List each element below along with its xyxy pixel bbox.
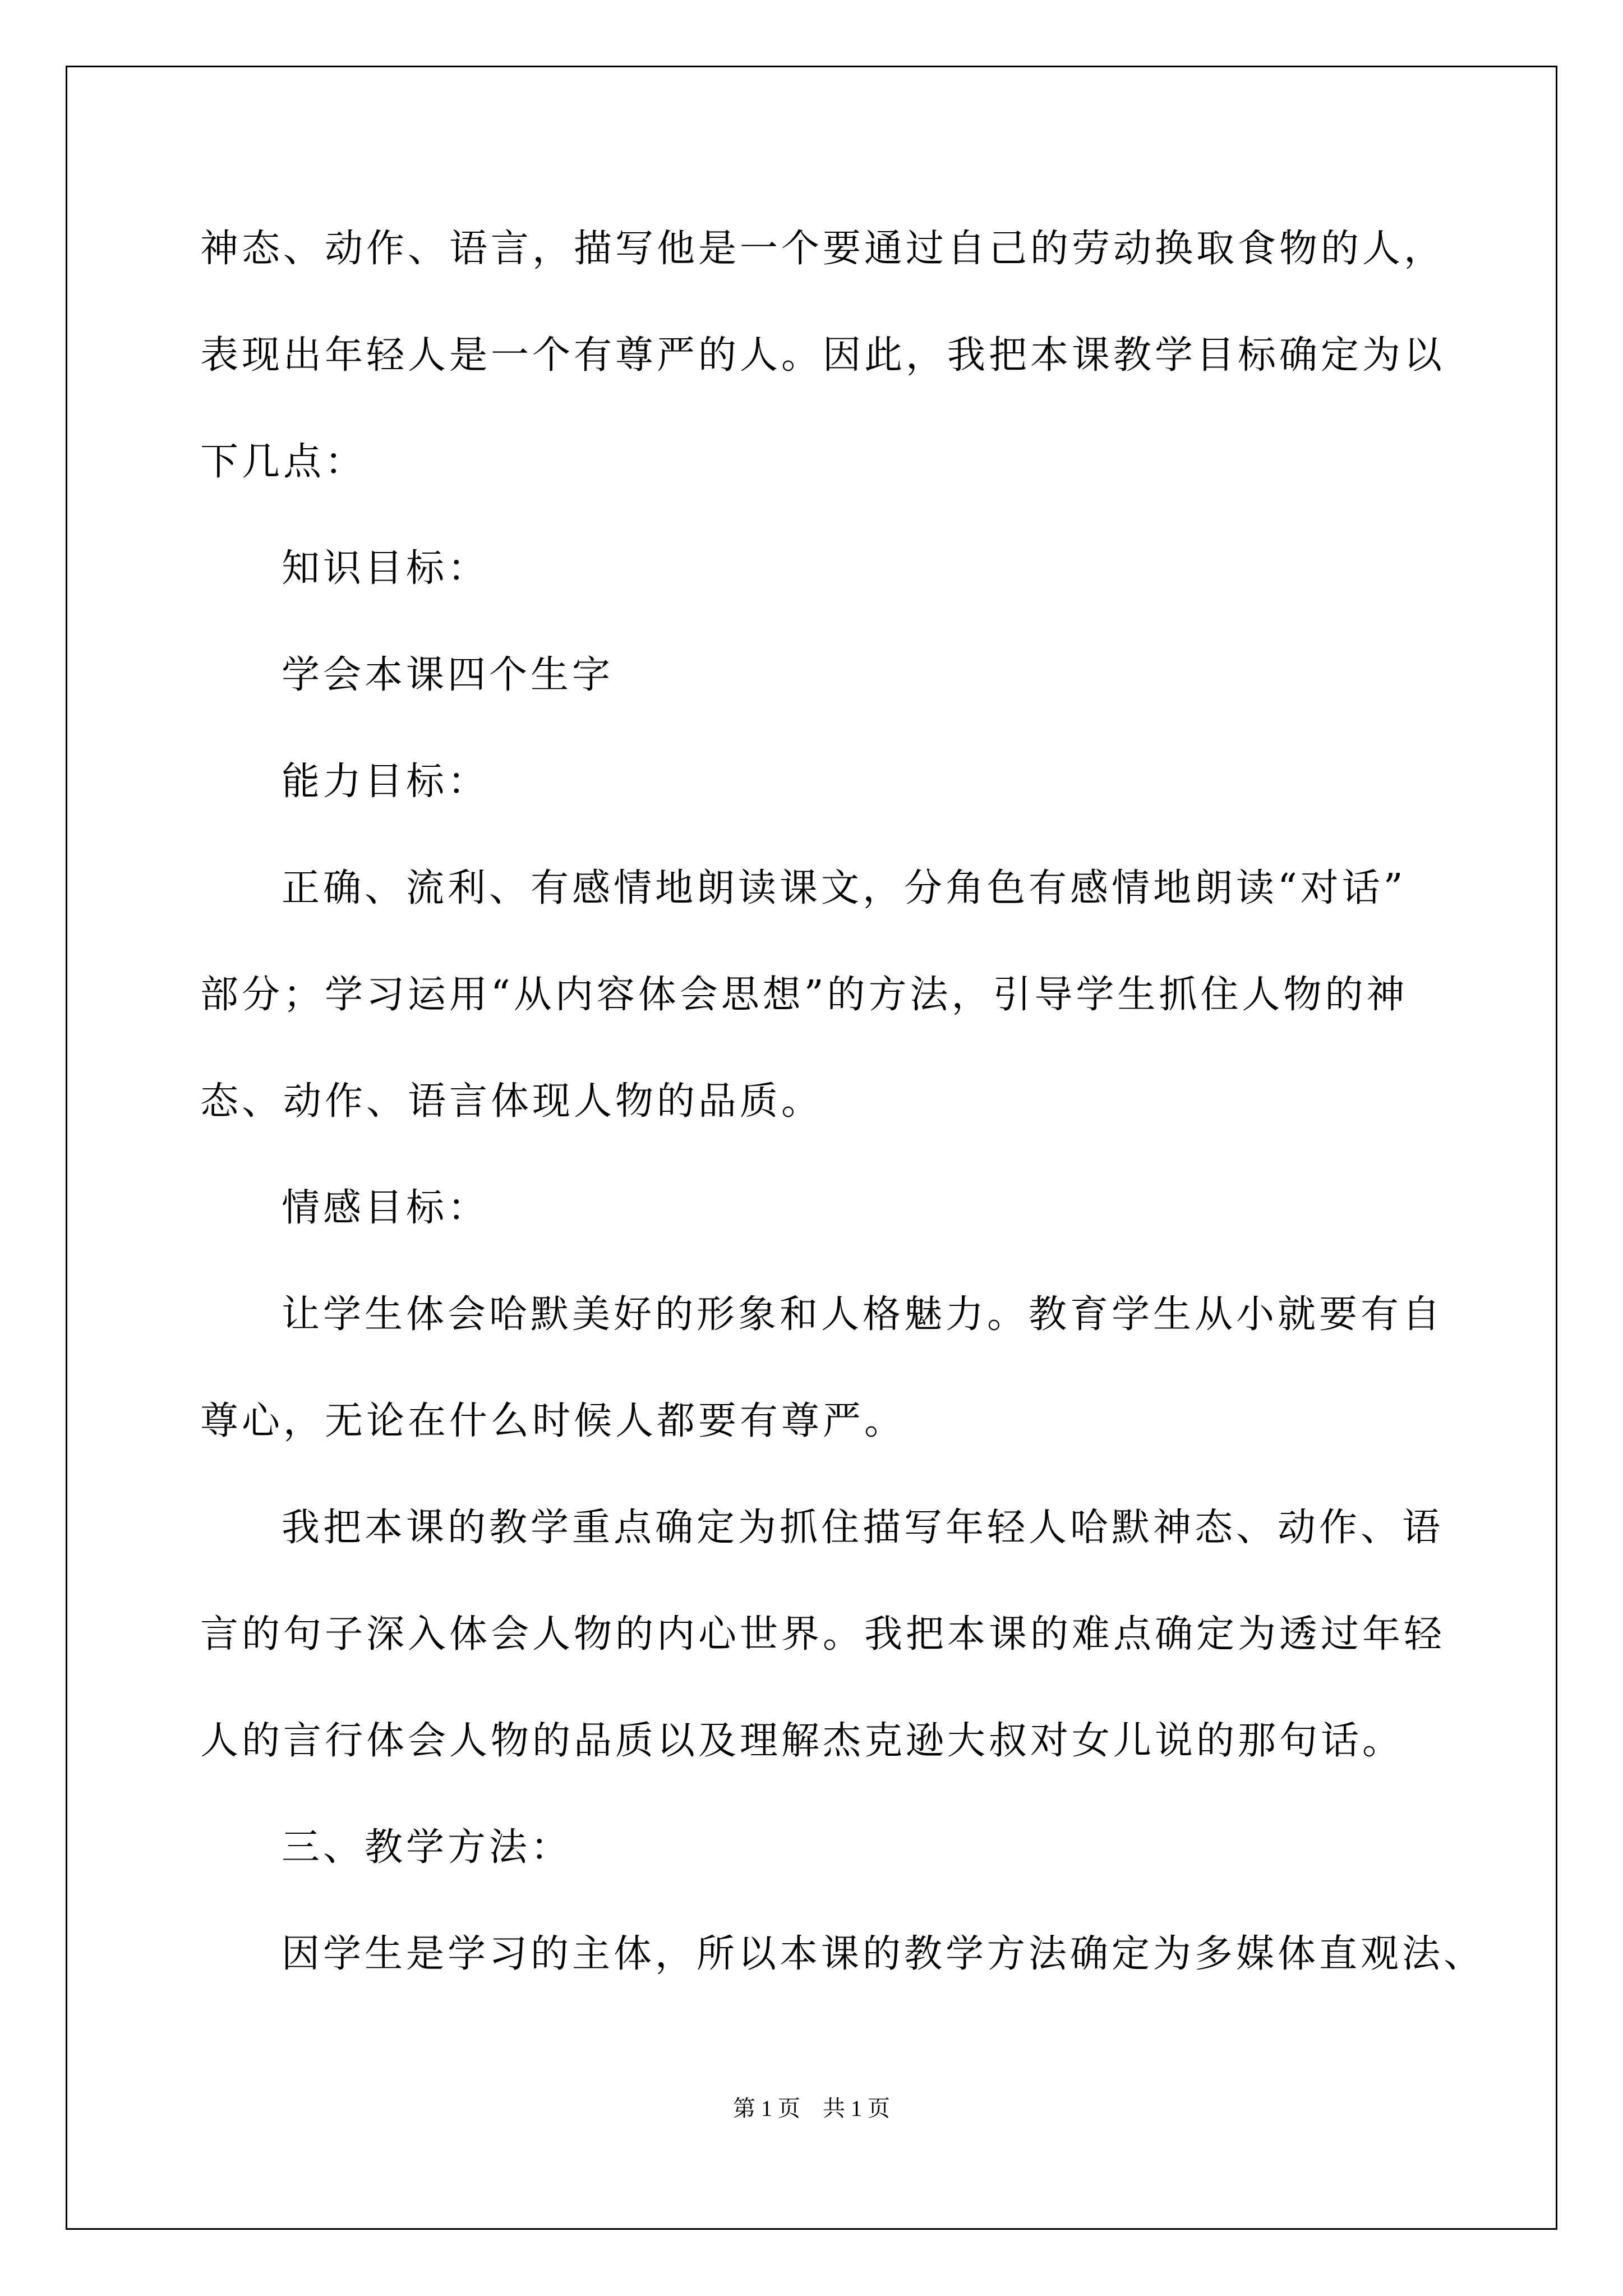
page-total: 共 1 页	[823, 2096, 890, 2121]
section-heading: 知识目标：	[282, 546, 490, 591]
text-line: 学会本课四个生字	[282, 653, 614, 697]
text-line: 言的句子深入体会人物的内心世界。我把本课的难点确定为透过年轻	[200, 1612, 1446, 1657]
text-line: 态、动作、语言体现人物的品质。	[200, 1079, 823, 1124]
page-footer	[0, 2095, 1623, 2122]
text-line: 我把本课的教学重点确定为抓住描写年轻人哈默神态、动作、语	[282, 1506, 1444, 1550]
text-line: 下几点：	[200, 440, 367, 484]
text-line: 因学生是学习的主体，所以本课的教学方法确定为多媒体直观法、	[282, 1932, 1486, 1976]
text-line: 让学生体会哈默美好的形象和人格魅力。教育学生从小就要有自	[282, 1292, 1444, 1337]
text-line: 尊心，无论在什么时候人都要有尊严。	[200, 1399, 906, 1443]
text-line: 人的言行体会人物的品质以及理解杰克逊大叔对女儿说的那句话。	[200, 1719, 1404, 1763]
section-heading: 能力目标：	[282, 760, 490, 804]
text-line: 神态、动作、语言，描写他是一个要通过自己的劳动换取食物的人，	[200, 227, 1446, 271]
page-border	[66, 66, 1557, 2230]
text-line: 部分；学习运用“从内容体会思想”的方法，引导学生抓住人物的神	[200, 973, 1408, 1017]
page-number: 第 1 页	[733, 2096, 800, 2121]
text-line: 表现出年轻人是一个有尊严的人。因此，我把本课教学目标确定为以	[200, 333, 1446, 378]
section-heading: 三、教学方法：	[282, 1825, 573, 1870]
section-heading: 情感目标：	[282, 1186, 490, 1230]
text-line: 正确、流利、有感情地朗读课文，分角色有感情地朗读“对话”	[282, 866, 1407, 910]
